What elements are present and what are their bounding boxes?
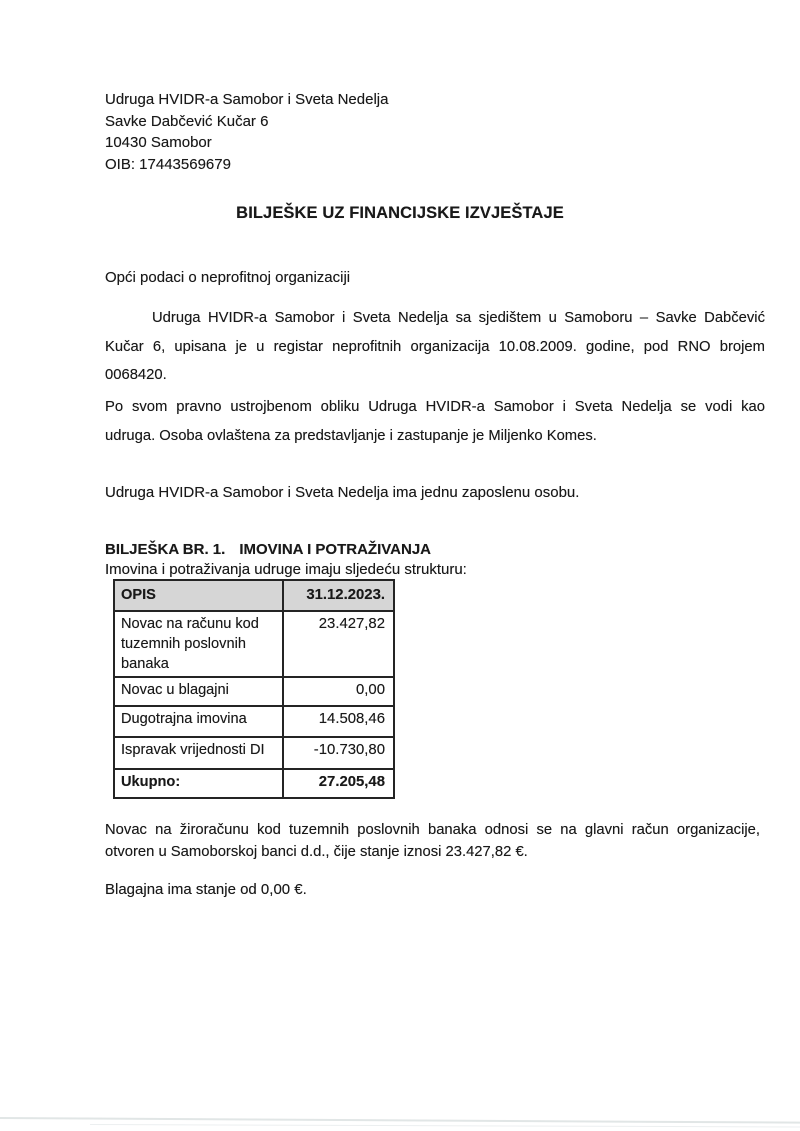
legal-form-paragraph (105, 393, 765, 450)
row-label: Novac u blagajni (114, 677, 283, 706)
total-value: 27.205,48 (283, 769, 394, 798)
table-row (114, 706, 394, 737)
employees-paragraph: Udruga HVIDR-a Samobor i Sveta Nedelja ima jednu zaposlenu osobu. (105, 484, 580, 501)
paragraph-line: udruga. Osoba ovlaštena za predstavljanje i zastupanje je Miljenko Komes. (105, 427, 597, 444)
scanner-artifact-line-faint (90, 1124, 800, 1127)
note1-intro: Imovina i potraživanja udruge imaju sljedeću strukturu: (105, 561, 467, 578)
row-value: 23.427,82 (283, 611, 394, 677)
sender-city: 10430 Samobor (105, 134, 212, 151)
total-label: Ukupno: (114, 769, 283, 798)
paragraph-line: Novac na žiroračunu kod tuzemnih poslovnih banaka odnosi se na glavni račun organizacije, (105, 822, 760, 838)
registration-paragraph (105, 304, 765, 390)
column-header-date: 31.12.2023. (283, 580, 394, 611)
row-label: Dugotrajna imovina (114, 706, 283, 737)
sender-address-block (105, 89, 388, 175)
note1-number: BILJEŠKA BR. 1. (105, 541, 226, 558)
table-row (114, 677, 394, 706)
sender-name: Udruga HVIDR-a Samobor i Sveta Nedelja (105, 91, 389, 108)
paragraph-line: 0068420. (105, 367, 167, 384)
row-label: Ispravak vrijednosti DI (114, 737, 283, 769)
note1-heading (105, 541, 431, 558)
table-row (114, 611, 394, 677)
table-header-row (114, 580, 394, 611)
paragraph-line: Udruga HVIDR-a Samobor i Sveta Nedelja sa sjedištem u Samoboru – Savke Dabčević (152, 310, 765, 326)
assets-table (113, 579, 395, 799)
note1-title: IMOVINA I POTRAŽIVANJA (239, 541, 431, 558)
column-header-opis: OPIS (114, 580, 283, 611)
row-value: 14.508,46 (283, 706, 394, 737)
table-row (114, 737, 394, 769)
paragraph-line: Po svom pravno ustrojbenom obliku Udruga HVIDR-a Samobor i Sveta Nedelja se vodi kao (105, 399, 765, 415)
row-value: -10.730,80 (283, 737, 394, 769)
cash-paragraph: Blagajna ima stanje od 0,00 €. (105, 881, 307, 898)
sender-oib: OIB: 17443569679 (105, 155, 231, 173)
row-label: Novac na računu kod tuzemnih poslovnih banaka (114, 611, 283, 677)
scanner-artifact-line (0, 1117, 800, 1124)
bank-account-paragraph (105, 820, 760, 863)
general-info-heading: Opći podaci o neprofitnoj organizaciji (105, 269, 351, 286)
sender-street: Savke Dabčević Kučar 6 (105, 112, 269, 130)
row-value: 0,00 (283, 677, 394, 706)
paragraph-line: otvoren u Samoborskoj banci d.d., čije stanje iznosi 23.427,82 €. (105, 843, 528, 860)
document-title: BILJEŠKE UZ FINANCIJSKE IZVJEŠTAJE (236, 204, 564, 222)
paragraph-line: Kučar 6, upisana je u registar neprofitnih organizacija 10.08.2009. godine, pod RNO brojem (105, 338, 765, 355)
table-total-row (114, 769, 394, 798)
